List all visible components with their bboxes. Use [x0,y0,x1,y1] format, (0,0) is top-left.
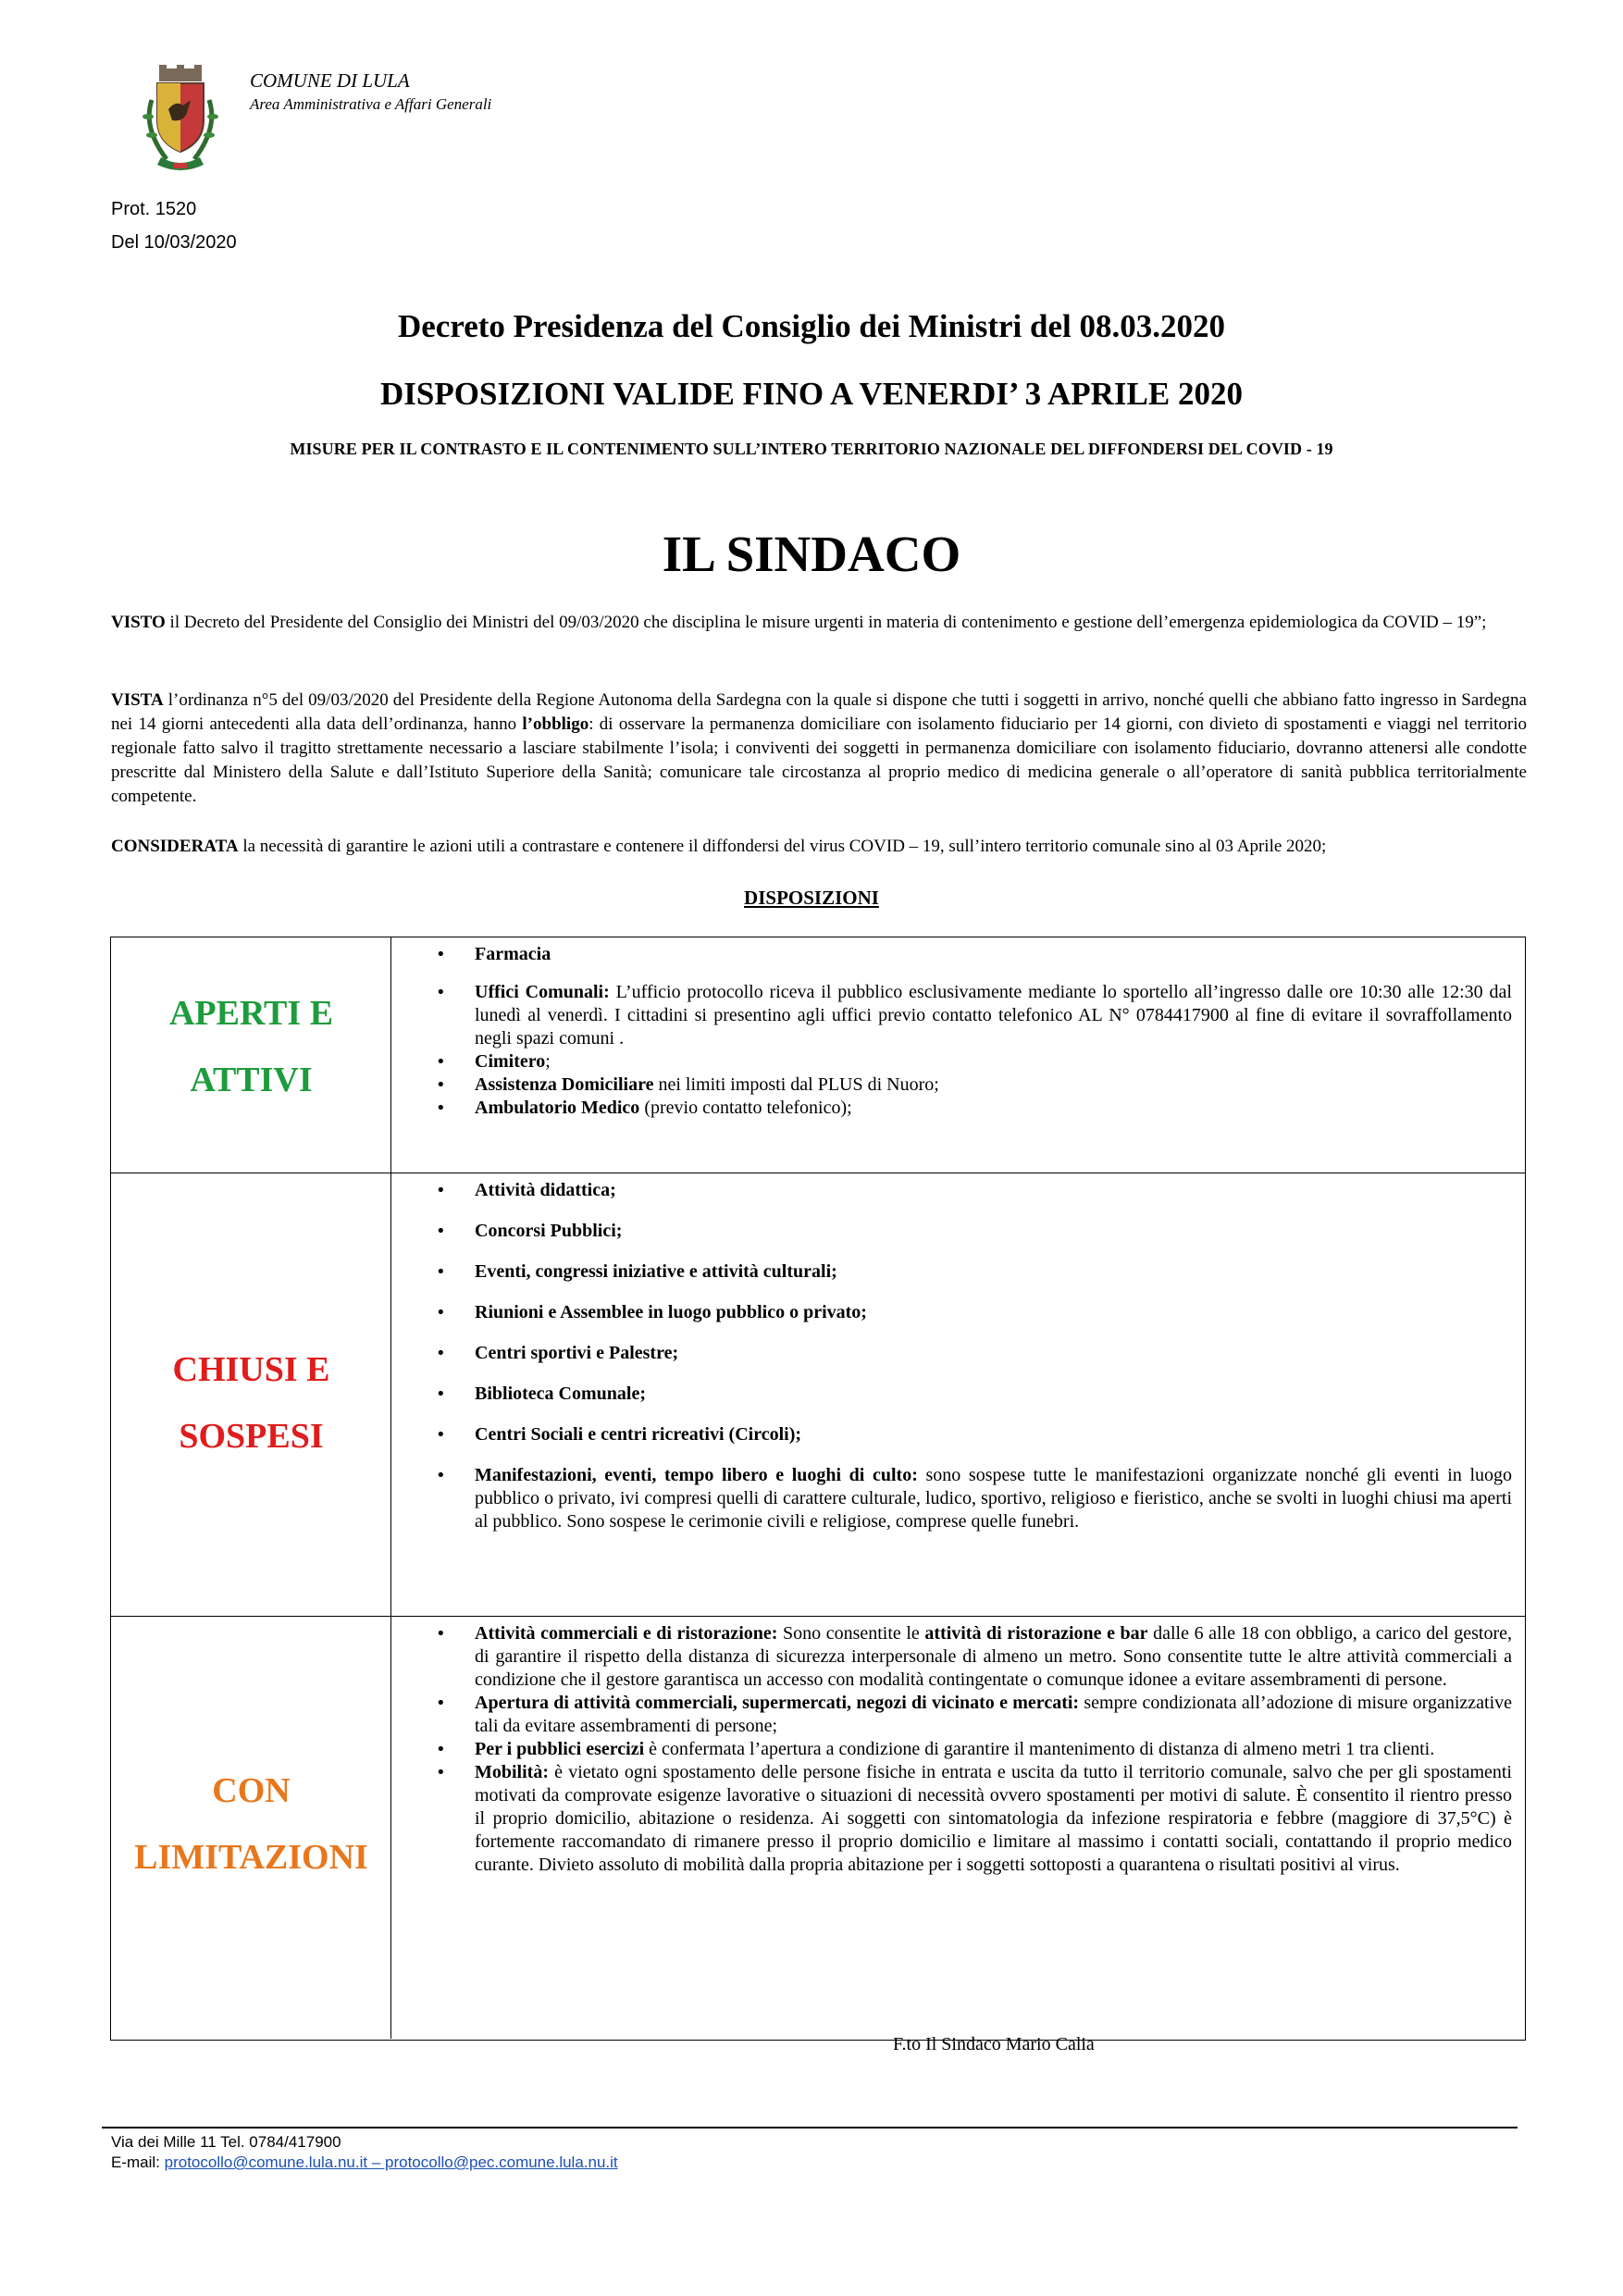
table-row-aperti [111,937,1525,1173]
measures-subtitle: MISURE PER IL CONTRASTO E IL CONTENIMENTO SULL’INTERO TERRITORIO NAZIONALE DEL DIFFONDERSI DEL COVID - 19 [290,440,1333,458]
paragraph-text: la necessità di garantire le azioni utili a contrastare e contenere il diffondersi del virus COVID – 19, sull’intero territorio comunale sino al 03 Aprile 2020; [238,837,1327,856]
paragraph-text: l’ordinanza n°5 del 09/03/2020 del Presidente della Regione Autonoma della Sardegna con la quale si dispone che tutti i soggetti in arrivo, nonché quelli che abbiano fatto ingresso in Sardegna nei 14 giorni antecedenti alla data dell’ordinanza, hanno [111,690,1527,734]
email-link[interactable]: protocollo@comune.lula.nu.it – protocollo@pec.comune.lula.nu.it [164,2153,618,2171]
footer-email [111,2153,618,2172]
list-item: • Attività commerciali e di ristorazione: Sono consentite le attività di ristorazione e bar dalle 6 alle 18 con obbligo, a carico del gestore, di garantire il rispetto della distanza di sicurezza interpersonale di almeno un metro. Sono consentite tutte le altre attività commerciali a condizione che il gestore garantisca un accesso con modalità contingentate o comunque idonee a evitare assembramenti di persone. [391,1622,1512,1692]
list-item: • Mobilità: è vietato ogni spostamento delle persone fisiche in entrata e uscita da tutto il territorio comunale, salvo che per gli spostamenti motivati da comprovate esigenze lavorative o situazioni di necessità ovvero spostamenti per motivi di salute. È consentito il rientro presso il proprio domicilio, abitazione o residenza. Ai soggetti con sintomatologia da infezione respiratoria e febbre (maggiore di 37,5°C) è fortemente raccomandato di rimanere presso il proprio domicilio e limitare al massimo i contatti sociali, contattando il proprio medico curante. Divieto assoluto di mobilità dalla propria abitazione per i soggetti sottoposti a quarantena o risultati positivi al virus. [391,1761,1512,1877]
paragraph-keyword: VISTO [111,613,166,632]
row-items [391,1179,1525,1533]
paragraph-text: il Decreto del Presidente del Consiglio dei Ministri del 09/03/2020 che disciplina le misure urgenti in materia di contenimento e gestione dell’emergenza epidemiologica da COVID – 19”; [165,613,1487,632]
list-item: • Biblioteca Comunale; [391,1383,1512,1406]
list-item: • Centri Sociali e centri ricreativi (Circoli); [391,1423,1512,1446]
paragraph-considerata [111,835,1527,859]
paragraph-keyword: CONSIDERATA [111,837,239,856]
row-label-cell [111,1617,391,2039]
row-label-line2: ATTIVI [190,1061,313,1099]
list-item: • Concorsi Pubblici; [391,1220,1512,1243]
list-item: • Farmacia [391,943,1512,966]
list-item: • Riunioni e Assemblee in luogo pubblico o privato; [391,1301,1512,1324]
list-item: • Cimitero; [391,1050,1512,1074]
row-label-cell [111,937,391,1173]
list-item: • Apertura di attività commerciali, supermercati, negozi di vicinato e mercati: sempre condizionata all’adozione di misure organizzative tali da evitare assembramenti di persone; [391,1692,1512,1738]
list-item: • Per i pubblici esercizi è confermata l’apertura a condizione di garantire il mantenimento di distanza di almeno metri 1 tra clienti. [391,1738,1512,1761]
protocol-date: Del 10/03/2020 [111,232,237,253]
comune-area: Area Amministrativa e Affari Generali [250,95,492,113]
email-label: E-mail: [111,2153,165,2171]
municipal-crest-icon [130,63,231,174]
validity-title: DISPOSIZIONI VALIDE FINO A VENERDI’ 3 APRILE 2020 [380,376,1243,412]
paragraph-keyword: VISTA [111,690,164,710]
list-item: • Ambulatorio Medico (previo contatto telefonico); [391,1097,1512,1120]
comune-name: COMUNE DI LULA [250,69,410,92]
row-label-line2: LIMITAZIONI [134,1838,368,1877]
table-row-chiusi [111,1173,1525,1616]
disposizioni-heading: DISPOSIZIONI [744,887,879,909]
mayor-signature: F.to Il Sindaco Mario Calia [893,2034,1095,2054]
row-label-cell [111,1173,391,1616]
list-item: • Eventi, congressi iniziative e attività culturali; [391,1260,1512,1284]
footer-address: Via dei Mille 11 Tel. 0784/417900 [111,2133,341,2151]
list-item: • Uffici Comunali: L’ufficio protocollo riceva il pubblico esclusivamente mediante lo sportello all’ingresso dalle ore 10:30 alle 12:30 dal lunedì al venerdì. I cittadini si presentino agli uffici previo contatto telefonico AL N° 0784417900 al fine di evitare il sovraffollamento negli spazi comuni . [391,981,1512,1050]
row-label-line1: CHIUSI E [172,1350,330,1389]
paragraph-emphasis: l’obbligo [522,714,589,734]
decree-title: Decreto Presidenza del Consiglio dei Ministri del 08.03.2020 [397,308,1226,344]
list-item: • Attività didattica; [391,1179,1512,1202]
paragraph-visto [111,611,1527,635]
row-items [391,943,1525,1120]
row-label-line1: APERTI E [168,994,334,1033]
table-row-limitazioni [111,1616,1525,2039]
list-item: • Centri sportivi e Palestre; [391,1342,1512,1365]
paragraph-vista [111,689,1527,809]
paragraph-text: : di osservare la permanenza domiciliare con isolamento fiduciario per 14 giorni, con divieto di spostamenti e viaggi nel territorio regionale fatto salvo il tragitto strettamente necessario a lasciare stabilmente l’isola; i conviventi dei soggetti in permanenza domiciliare con isolamento fiduciario, dovranno attenersi alle condotte prescritte dal Ministero della Salute e dall’Istituto Superiore della Sanità; comunicare tale circostanza al proprio medico di medicina generale o all’operatore di sanità pubblica territorialmente competente. [111,714,1528,806]
row-label-line2: SOSPESI [179,1417,324,1456]
footer-divider [102,2127,1518,2128]
protocol-number: Prot. 1520 [111,199,197,219]
list-item: • Manifestazioni, eventi, tempo libero e luoghi di culto: sono sospese tutte le manifestazioni organizzate nonché gli eventi in luogo pubblico o privato, ivi compresi quelli di carattere culturale, ludico, sportivo, religioso e fieristico, anche se svolti in luoghi chiusi ma aperti al pubblico. Sono sospese le cerimonie civili e religiose, comprese quelle funebri. [391,1464,1512,1533]
page-title: IL SINDACO [662,526,961,582]
row-items [391,1622,1525,1877]
row-label-line1: CON [212,1771,291,1810]
disposizioni-table [110,937,1526,2041]
list-item: • Assistenza Domiciliare nei limiti imposti dal PLUS di Nuoro; [391,1074,1512,1097]
